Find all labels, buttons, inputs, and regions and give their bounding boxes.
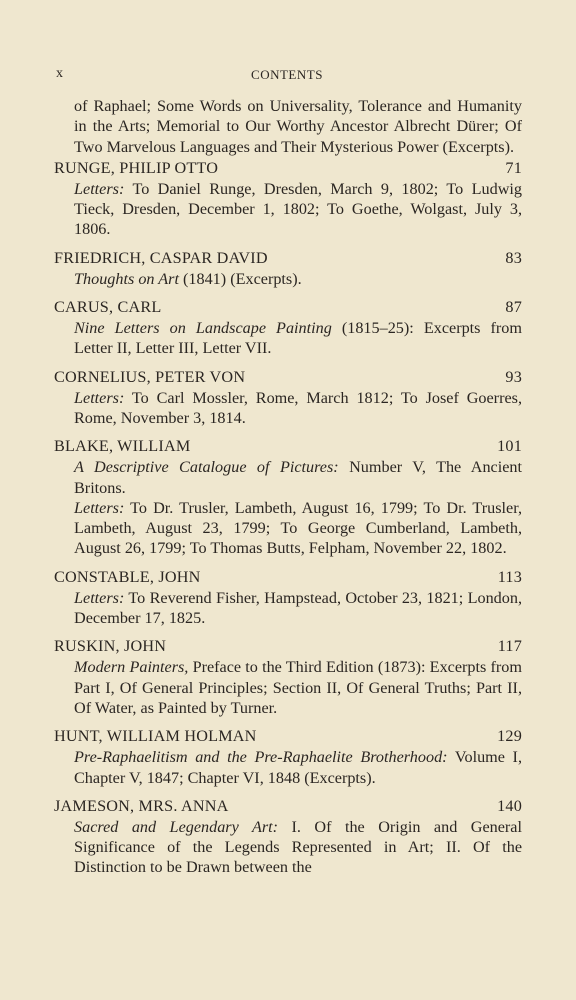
work-description [54, 817, 522, 878]
toc-entry [54, 296, 522, 359]
entry-heading [54, 435, 522, 457]
toc-entry [54, 157, 522, 240]
entry-heading [54, 296, 522, 318]
author-name: CORNELIUS, PETER VON [54, 367, 246, 386]
entry-page-number: 71 [505, 158, 522, 177]
work-title: Sacred and Legendary Art: [74, 817, 279, 836]
author-name: RUSKIN, JOHN [54, 637, 167, 656]
running-title: CONTENTS [251, 67, 323, 82]
work-description [54, 588, 522, 629]
entries [54, 157, 522, 878]
toc-entry [54, 635, 522, 718]
work-description [54, 269, 522, 289]
entry-page-number: 113 [497, 567, 522, 586]
toc-entry [54, 725, 522, 788]
work-title: Letters: [74, 388, 125, 407]
work-details: To Carl Mossler, Rome, March 1812; To Josef Goerres, Rome, November 3, 1814. [74, 388, 522, 427]
work-details: I. Of the Origin and General Significance of the Legends Represented in Art; II. Of the Distinction to be Drawn between the [74, 817, 522, 877]
contents-list [54, 96, 522, 878]
entry-page-number: 93 [505, 367, 522, 386]
work-details: To Dr. Trusler, Lambeth, August 16, 1799; To Dr. Trusler, Lambeth, August 23, 1799; To George Cumberland, Lambeth, August 26, 1799; To Thomas Butts, Felpham, November 22, 1802. [74, 498, 522, 558]
toc-entry [54, 247, 522, 289]
work-title: Thoughts on Art [74, 269, 179, 288]
entry-page-number: 117 [497, 637, 522, 656]
toc-entry [54, 566, 522, 629]
work-title: Letters: [74, 179, 125, 198]
author-name: HUNT, WILLIAM HOLMAN [54, 727, 257, 746]
continuation-text: of Raphael; Some Words on Universality, Tolerance and Humanity in the Arts; Memorial to Our Worthy Ancestor Albrecht Dürer; Of Two Marvelous Languages and Their Mysterious Power (Excerpts). [74, 97, 522, 156]
entry-heading [54, 566, 522, 588]
entry-heading [54, 247, 522, 269]
work-description [54, 318, 522, 359]
entry-page-number: 140 [497, 796, 522, 815]
work-description [54, 747, 522, 788]
work-details: Preface to the Third Edition (1873): Excerpts from Part I, Of General Principles; Section II, Of General Truths; Part II, Of Water, as Painted by Turner. [74, 658, 522, 717]
work-description [54, 388, 522, 429]
author-name: JAMESON, MRS. ANNA [54, 796, 229, 815]
work-description [54, 179, 522, 240]
work-title: Nine Letters on Landscape Painting [74, 319, 332, 338]
work-description [54, 498, 522, 559]
toc-entry [54, 366, 522, 429]
work-title: Letters: [74, 588, 125, 607]
author-name: RUNGE, PHILIP OTTO [54, 158, 219, 177]
entry-heading [54, 635, 522, 657]
work-description [54, 657, 522, 718]
author-name: CONSTABLE, JOHN [54, 567, 201, 586]
entry-heading [54, 366, 522, 388]
work-title: A Descriptive Catalogue of Pictures: [74, 458, 339, 477]
page-number: x [56, 66, 64, 81]
running-header [54, 66, 520, 88]
entry-page-number: 129 [497, 727, 522, 746]
author-name: BLAKE, WILLIAM [54, 437, 191, 456]
work-details: To Daniel Runge, Dresden, March 9, 1802; To Ludwig Tieck, Dresden, December 1, 1802; To Goethe, Wolgast, July 3, 1806. [74, 179, 522, 239]
author-name: CARUS, CARL [54, 298, 162, 317]
work-title: Modern Painters, [74, 658, 189, 677]
toc-entry [54, 435, 522, 558]
entry-heading [54, 157, 522, 179]
entry-heading [54, 795, 522, 817]
entry-page-number: 87 [505, 298, 522, 317]
work-details: Volume I, Chapter V, 1847; Chapter VI, 1848 (Excerpts). [74, 748, 522, 787]
work-details: Number V, The Ancient Britons. [74, 458, 523, 497]
work-title: Pre-Raphaelitism and the Pre-Raphaelite Brotherhood: [74, 748, 448, 767]
work-details: (1815–25): Excerpts from Letter II, Letter III, Letter VII. [74, 319, 522, 358]
work-description [54, 457, 522, 498]
author-name: FRIEDRICH, CASPAR DAVID [54, 248, 268, 267]
work-title: Letters: [74, 498, 125, 517]
entry-page-number: 101 [497, 437, 522, 456]
entry-heading [54, 725, 522, 747]
work-details: To Reverend Fisher, Hampstead, October 23, 1821; London, December 17, 1825. [74, 588, 522, 628]
toc-entry [54, 795, 522, 878]
entry-page-number: 83 [505, 248, 522, 267]
work-details: (1841) (Excerpts). [178, 269, 302, 288]
